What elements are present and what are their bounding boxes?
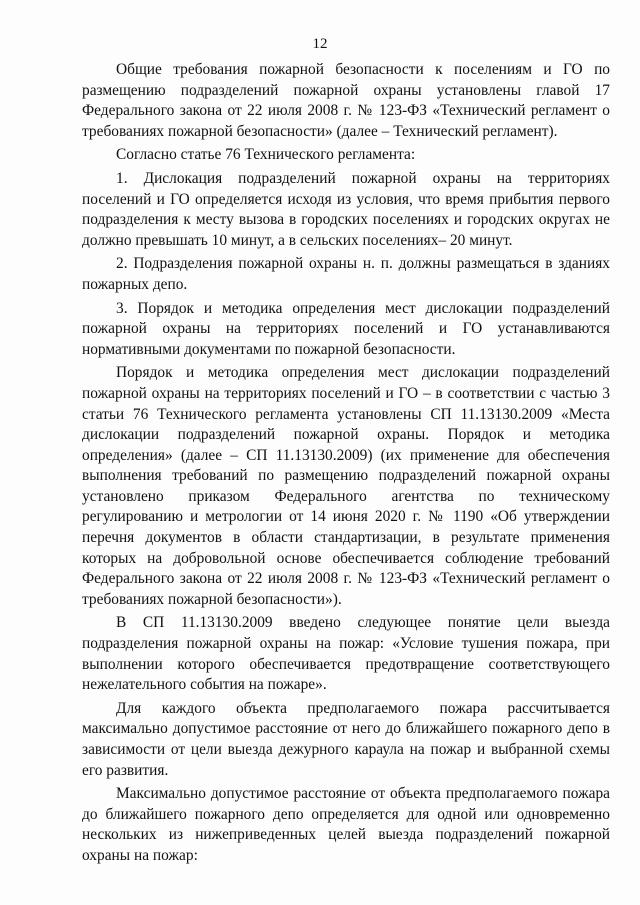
paragraph-item-1-dislocation: 1. Дислокация подразделений пожарной охраны на территориях поселений и ГО определяется исходя из условия, что время прибытия первого подразделения к месту вызова в городских поселениях и городских округах не должно превышать 10 минут, а в сельских поселениях– 20 минут. [82, 169, 610, 249]
paragraph-goal-definition: В СП 11.13130.2009 введено следующее понятие цели выезда подразделения пожарной охраны на пожар: «Условие тушения пожара, при выполнении которого обеспечивается предотвращение соответствующего нежелательного события на пожаре». [82, 614, 610, 694]
document-body [82, 60, 610, 870]
paragraph-general-requirements: Общие требования пожарной безопасности к поселениям и ГО по размещению подразделений пожарной охраны установлены главой 17 Федерального закона от 22 июля 2008 г. № 123-ФЗ «Технический регламент о требованиях пожарной безопасности» (далее – Технический регламент). [82, 61, 610, 140]
paragraph-max-distance-goals: Максимально допустимое расстояние от объекта предполагаемого пожара до ближайшего пожарного депо определяется для одной или одновременно нескольких из нижеприведенных целей выезда подразделений пожарной охраны на пожар: [82, 785, 610, 864]
page-number: 12 [312, 36, 328, 52]
paragraph-item-2-depot: 2. Подразделения пожарной охраны н. п. должны размещаться в зданиях пожарных депо. [82, 255, 610, 293]
paragraph-sp-11-13130: Порядок и методика определения мест дислокации подразделений пожарной охраны на территориях поселений и ГО – в соответствии с частью 3 статьи 76 Технического регламента установлены СП 11.13130.2009 «Места дислокации подразделений пожарной охраны. Порядок и методика определения» (далее – СП 11.13130.2009) (их применение для обеспечения выполнения требований по размещению подразделений пожарной охраны установлено приказом Федерального агентства по техническому регулированию и метрологии от 14 июня 2020 г. № 1190 «Об утверждении перечня документов в области стандартизации, в результате применения которых на добровольной основе обеспечивается соблюдение требований Федерального закона от 22 июля 2008 г. № 123-ФЗ «Технический регламент о требованиях пожарной безопасности»). [82, 364, 610, 608]
paragraph-item-3-method: 3. Порядок и методика определения мест дислокации подразделений пожарной охраны на территориях поселений и ГО устанавливаются нормативными документами по пожарной безопасности. [82, 299, 610, 358]
paragraph-article-76-intro: Согласно статье 76 Технического регламента: [116, 146, 416, 164]
paragraph-max-distance-calc: Для каждого объекта предполагаемого пожара рассчитывается максимально допустимое расстояние от него до ближайшего пожарного депо в зависимости от цели выезда дежурного караула на пожар и выбранной схемы его развития. [82, 699, 610, 779]
